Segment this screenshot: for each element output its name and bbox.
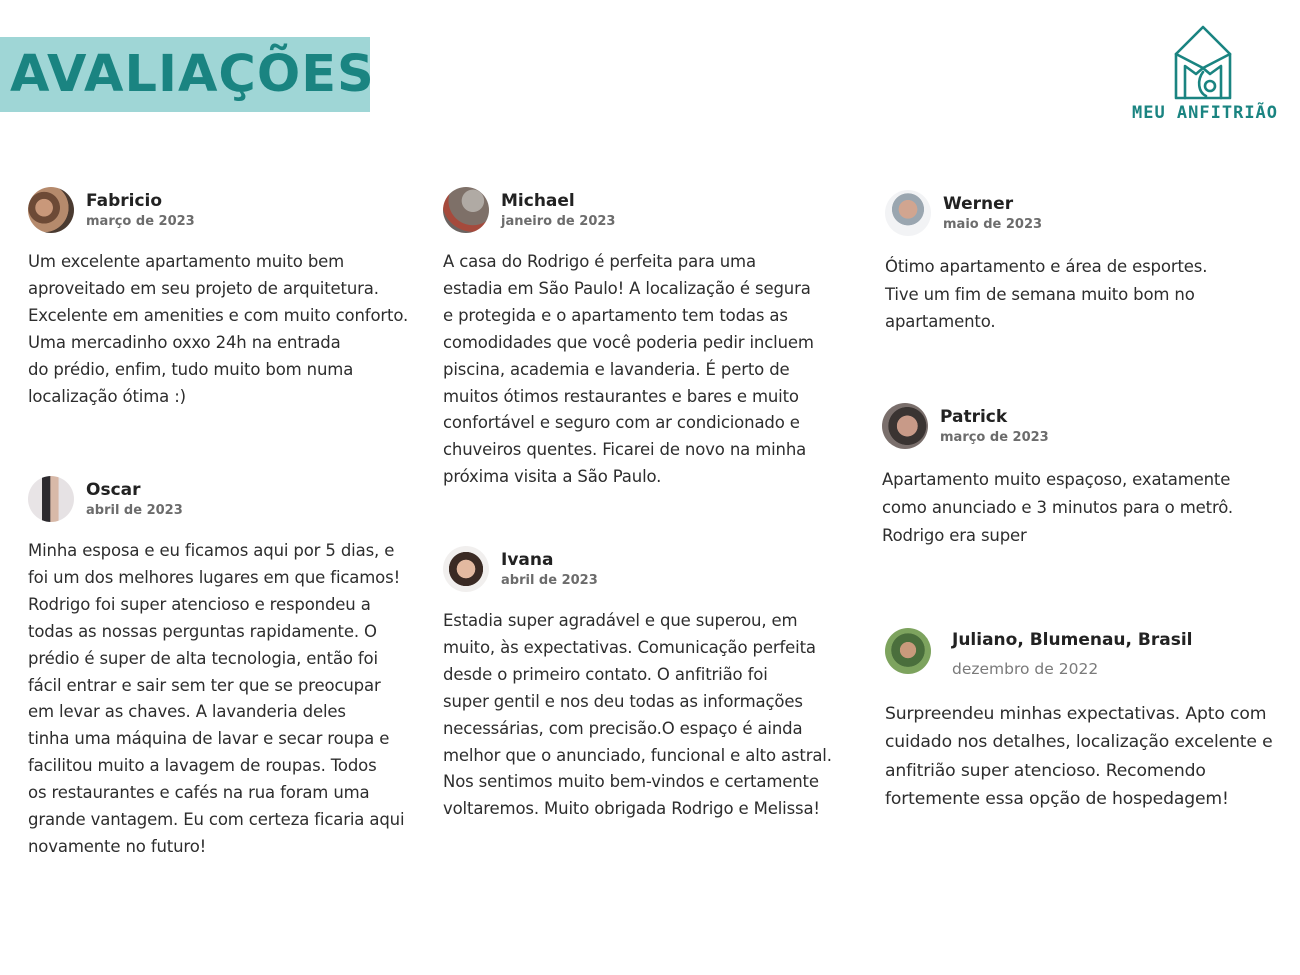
avatar: [882, 403, 928, 449]
review-card: [443, 187, 863, 497]
review-date: dezembro de 2022: [952, 660, 1099, 678]
avatar: [885, 628, 931, 674]
reviewer-name: Werner: [943, 194, 1014, 214]
avatar: [443, 546, 489, 592]
reviewer-name: Juliano, Blumenau, Brasil: [952, 630, 1193, 650]
reviewer-name: Fabricio: [86, 191, 163, 211]
review-text: Estadia super agradável e que superou, em muito, às expectativas. Comunicação perfeita desde o primeiro contato. O anfitrião foi super gentil e nos deu todas as informações necessárias, com precisão.O espaço é ainda melhor que o anunciado, funcional e alto astral. Nos sentimos muito bem-vindos e certamente voltaremos. Muito obrigada Rodrigo e Melissa!: [443, 611, 832, 819]
page-title: AVALIAÇÕES: [10, 45, 375, 104]
avatar: [885, 190, 931, 236]
avatar: [28, 187, 74, 233]
review-text: Surpreendeu minhas expectativas. Apto com cuidado nos detalhes, localização excelente e anfitrião super atencioso. Recomendo fortemente essa opção de hospedagem!: [885, 704, 1273, 809]
review-text: A casa do Rodrigo é perfeita para uma estadia em São Paulo! A localização é segura e protegida e o apartamento tem todas as comodidades que você poderia pedir incluem piscina, academia e lavanderia. É perto de muitos ótimos restaurantes e bares e muito confortável e seguro com ar condicionado e chuveiros quentes. Ficarei de novo na minha próxima visita a São Paulo.: [443, 252, 814, 487]
review-card: [443, 546, 863, 836]
review-card: [882, 403, 1282, 553]
reviewer-name: Oscar: [86, 480, 141, 500]
review-date: maio de 2023: [943, 217, 1043, 232]
review-date: março de 2023: [940, 430, 1049, 445]
review-card: [885, 628, 1295, 818]
review-text: Um excelente apartamento muito bem aproveitado em seu projeto de arquitetura. Excelente em amenities e com muito conforto. Uma mercadinho oxxo 24h na entrada do prédio, enfim, tudo muito bom numa localização ótima :): [28, 252, 409, 406]
reviewer-name: Patrick: [940, 407, 1008, 427]
reviewer-name: Michael: [501, 191, 575, 211]
house-owl-icon: [1172, 24, 1234, 100]
review-card: [28, 476, 428, 866]
reviewer-name: Ivana: [501, 550, 554, 570]
review-card: [885, 190, 1285, 340]
brand-logo: [1120, 24, 1290, 129]
review-date: janeiro de 2023: [501, 214, 616, 229]
review-date: março de 2023: [86, 214, 195, 229]
avatar: [443, 187, 489, 233]
review-date: abril de 2023: [86, 503, 183, 518]
review-text: Minha esposa e eu ficamos aqui por 5 dias, e foi um dos melhores lugares em que ficamos! Rodrigo foi super atencioso e respondeu a todas as nossas perguntas rapidamente. O prédio é super de alta tecnologia, então foi fácil entrar e sair sem ter que se preocupar em levar as chaves. A lavanderia deles tinha uma máquina de lavar e secar roupa e facilitou muito a lavagem de roupas. Todos os restaurantes e cafés na rua foram uma grande vantagem. Eu com certeza ficaria aqui novamente no futuro!: [28, 541, 405, 856]
review-card: [28, 187, 428, 417]
avatar: [28, 476, 74, 522]
review-date: abril de 2023: [501, 573, 598, 588]
review-text: Ótimo apartamento e área de esportes. Tive um fim de semana muito bom no apartamento.: [885, 257, 1208, 332]
review-text: Apartamento muito espaçoso, exatamente como anunciado e 3 minutos para o metrô. Rodrigo era super: [882, 470, 1233, 545]
brand-name: MEU ANFITRIÃO: [1131, 103, 1279, 123]
